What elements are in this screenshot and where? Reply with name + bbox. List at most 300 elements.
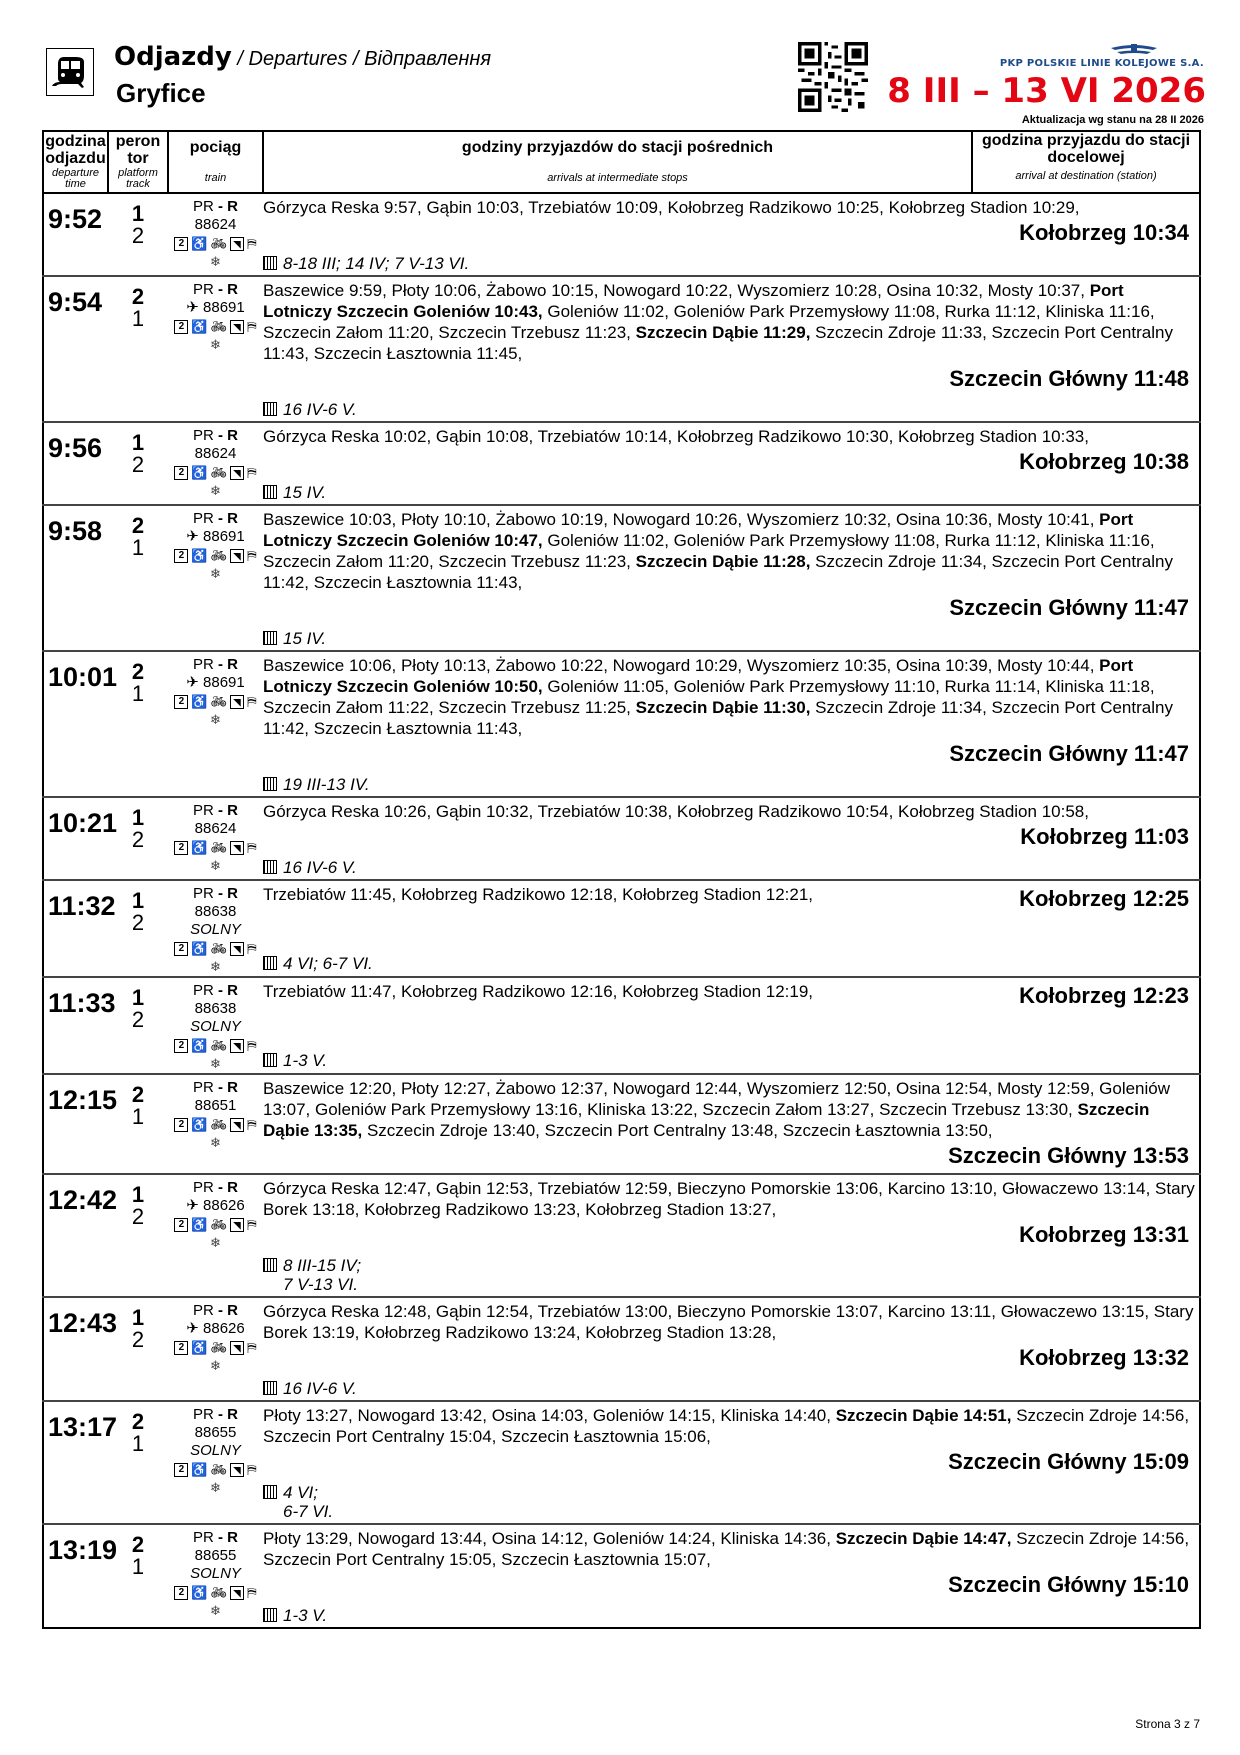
stops-and-destination (263, 884, 1195, 948)
train-category: PR - R (192, 1529, 239, 1546)
stop-segment: Górzyca Reska 9:57, Gąbin 10:03, Trzebiatów 10:09, Kołobrzeg Radzikowo 10:25, Kołobrzeg Stadion 10:29, (263, 198, 1080, 217)
operating-days-text: 15 IV. (283, 629, 327, 648)
snowflake-air-con-icon: ❄ (210, 1135, 221, 1150)
col-stops-en: arrivals at intermediate stops (547, 171, 688, 184)
stops-list (263, 1078, 1195, 1141)
platform-track (108, 1524, 168, 1628)
operating-days-text: 8-18 III; 14 IV; 7 V-13 VI. (283, 254, 470, 273)
platform-number: 1 (131, 1182, 145, 1207)
stop-segment: Baszewice 10:06, Płoty 10:13, Żabowo 10:22, Nowogard 10:29, Wyszomierz 10:35, Osina 10:39, Mosty 10:44, (263, 656, 1100, 675)
class-2-icon: 2 (174, 841, 188, 855)
train-type: R (227, 198, 239, 215)
amenity-icons (168, 838, 263, 857)
col-destination-label: godzina przyjazdu do stacji docelowej (981, 132, 1191, 166)
intermediate-stops (263, 797, 1200, 880)
luggage-icon: ⛿ (247, 1339, 257, 1355)
table-row[interactable] (43, 422, 1200, 505)
track-number: 2 (131, 910, 145, 935)
train-type: R (227, 982, 239, 999)
intermediate-stops (263, 1174, 1200, 1297)
destination-arrival: Kołobrzeg 10:38 (1019, 449, 1189, 474)
table-row[interactable] (43, 1401, 1200, 1524)
train-info (168, 1174, 263, 1297)
stop-segment: Goleniów 11:02, Goleniów Park Przemysłowy 11:08, Rurka 11:12, Kliniska 11:16, Szczecin Załom 11:20, Szczecin Trzebusz 11:23, (263, 531, 1155, 571)
train-info (168, 422, 263, 505)
train-number (168, 216, 263, 234)
platform-number: 1 (131, 430, 145, 455)
stops-and-destination (263, 981, 1195, 1045)
class-2-icon: 2 (174, 1341, 188, 1355)
operating-days-group (283, 1483, 333, 1521)
amenity-icons (168, 1583, 263, 1602)
amenity-icons (168, 1460, 263, 1479)
platform-number: 1 (131, 985, 145, 1010)
col-train-label: pociąg (189, 139, 242, 156)
stop-segment: Szczecin Zdroje 11:34, Szczecin Port Centralny 11:42, Szczecin Łasztownia 11:43, (263, 698, 1173, 738)
stop-segment: Płoty 13:29, Nowogard 13:44, Osina 14:12, Goleniów 14:24, Kliniska 14:36, (263, 1529, 836, 1548)
operating-days-text-2: 6-7 VI. (283, 1502, 334, 1521)
calendar-icon (263, 485, 277, 499)
operating-days-text: 1-3 V. (283, 1051, 328, 1070)
platform-track (108, 797, 168, 880)
operating-days-group (283, 1256, 361, 1294)
destination-arrival: Szczecin Główny 15:09 (948, 1449, 1189, 1474)
stop-segment: Baszewice 9:59, Płoty 10:06, Żabowo 10:15, Nowogard 10:22, Wyszomierz 10:28, Osina 10:32, Mosty 10:37, (263, 281, 1090, 300)
table-row[interactable] (43, 797, 1200, 880)
calendar-icon (263, 956, 277, 970)
carrier-code: PR (192, 802, 214, 819)
col-destination (972, 131, 1200, 193)
plane-icon: ✈ (186, 1320, 204, 1337)
intermediate-stops (263, 1074, 1200, 1174)
train-number (168, 445, 263, 463)
stops-list (263, 197, 1195, 218)
platform-track (108, 651, 168, 797)
train-type: R (227, 1406, 239, 1423)
departure-time: 12:15 (43, 1074, 108, 1174)
col-train-en: train (204, 171, 227, 184)
amenity-icons (168, 692, 263, 711)
stops-and-destination (263, 426, 1195, 477)
departure-time: 11:32 (43, 880, 108, 977)
amenity-icons (168, 463, 263, 482)
train-type: R (227, 802, 239, 819)
calendar-icon (263, 1608, 277, 1622)
table-row[interactable] (43, 505, 1200, 651)
track-number: 2 (131, 1327, 145, 1352)
intermediate-stops (263, 505, 1200, 651)
train-number-value: 88638 (194, 903, 237, 920)
amenity-icons (168, 1215, 263, 1234)
snowflake-air-con-icon: ❄ (210, 959, 221, 974)
destination-arrival: Szczecin Główny 11:48 (949, 366, 1189, 391)
highlighted-stop: Szczecin Dąbie 11:28, (635, 552, 811, 571)
bicycle-icon: 🚲︎ (210, 547, 228, 563)
bicycle-icon: 🚲︎ (210, 235, 228, 251)
operating-days-text: 1-3 V. (283, 1606, 328, 1625)
bicycle-icon: 🚲︎ (210, 940, 228, 956)
operating-days (263, 254, 1195, 273)
calendar-icon (263, 1053, 277, 1067)
luggage-icon: ⛿ (247, 1116, 257, 1132)
train-number (168, 674, 263, 692)
platform-track (108, 1174, 168, 1297)
platform-track (108, 1401, 168, 1524)
intermediate-stops (263, 1524, 1200, 1628)
calendar-icon (263, 256, 277, 270)
operating-days-text: 15 IV. (283, 483, 327, 502)
wifi-icon: ◥ (230, 1218, 244, 1232)
pkp-logo (1000, 42, 1204, 70)
train-type: R (227, 1179, 239, 1196)
col-stops (263, 131, 972, 193)
stop-segment: Szczecin Zdroje 11:33, Szczecin Port Centralny 11:43, Szczecin Łasztownia 11:45, (263, 323, 1173, 363)
plane-icon: ✈ (186, 299, 204, 316)
table-row[interactable] (43, 1174, 1200, 1297)
table-row[interactable] (43, 1074, 1200, 1174)
title-main: Odjazdy (114, 42, 232, 72)
carrier-code: PR (192, 198, 214, 215)
stops-and-destination (263, 1528, 1195, 1600)
train-number-value: 88624 (194, 445, 237, 462)
amenity-icons (168, 1036, 263, 1055)
destination-arrival: Szczecin Główny 11:47 (949, 741, 1189, 766)
stops-list (263, 426, 1195, 447)
bicycle-icon: 🚲︎ (210, 318, 228, 334)
stop-segment: Baszewice 10:03, Płoty 10:10, Żabowo 10:19, Nowogard 10:26, Wyszomierz 10:32, Osina 10:36, Mosty 10:41, (263, 510, 1100, 529)
destination-arrival: Kołobrzeg 10:34 (1019, 220, 1189, 245)
wifi-icon: ◥ (230, 1039, 244, 1053)
carrier-code: PR (192, 1179, 214, 1196)
luggage-icon: ⛿ (247, 318, 257, 334)
train-number-value: 88626 (203, 1320, 245, 1337)
train-info (168, 651, 263, 797)
calendar-icon (263, 631, 277, 645)
train-number-value: 88624 (194, 820, 237, 837)
train-name: SOLNY (190, 921, 241, 938)
highlighted-stop: Port Lotniczy Szczecin Goleniów 10:50, (263, 656, 1134, 696)
stops-and-destination (263, 1078, 1195, 1171)
platform-number: 2 (131, 513, 145, 538)
operating-days (263, 858, 1195, 877)
col-platform-en: platform track (118, 166, 158, 191)
col-platform (108, 131, 168, 193)
intermediate-stops (263, 276, 1200, 422)
table-row[interactable] (43, 977, 1200, 1074)
platform-number: 1 (131, 201, 145, 226)
luggage-icon: ⛿ (247, 693, 257, 709)
wheelchair-icon: ♿ (191, 940, 208, 956)
wifi-icon: ◥ (230, 549, 244, 563)
stops-and-destination (263, 1301, 1195, 1373)
highlighted-stop: Szczecin Dąbie 11:30, (635, 698, 811, 717)
wheelchair-icon: ♿ (191, 1339, 208, 1355)
destination-arrival: Szczecin Główny 15:10 (948, 1572, 1189, 1597)
wheelchair-icon: ♿ (191, 1037, 208, 1053)
stops-list (263, 1178, 1195, 1220)
platform-number: 1 (131, 805, 145, 830)
departure-time: 9:52 (43, 193, 108, 276)
snowflake-air-con-icon: ❄ (210, 1235, 221, 1250)
bicycle-icon: 🚲︎ (210, 1584, 228, 1600)
train-type: R (227, 656, 239, 673)
snowflake-air-con-icon: ❄ (210, 1603, 221, 1618)
table-row[interactable] (43, 1297, 1200, 1401)
train-info (168, 797, 263, 880)
stops-and-destination (263, 1178, 1195, 1250)
operating-days (263, 775, 1195, 794)
table-header (43, 131, 1200, 193)
stop-segment: Goleniów 11:05, Goleniów Park Przemysłowy 11:10, Rurka 11:14, Kliniska 11:18, Szczecin Załom 11:22, Szczecin Trzebusz 11:25, (263, 677, 1155, 717)
qr-code-icon[interactable] (798, 42, 868, 112)
class-2-icon: 2 (174, 466, 188, 480)
track-number: 2 (131, 1204, 145, 1229)
snowflake-air-con-icon: ❄ (210, 254, 221, 269)
train-category: PR - R (192, 885, 239, 902)
stop-segment: Górzyca Reska 12:48, Gąbin 12:54, Trzebiatów 13:00, Bieczyno Pomorskie 13:07, Karcino 13:11, Głowaczewo 13:15, Stary Borek 13:19, Kołobrzeg Radzikowo 13:24, Kołobrzeg Stadion 13:28, (263, 1302, 1194, 1342)
train-info (168, 1401, 263, 1524)
train-number-value: 88691 (203, 528, 245, 545)
amenity-icons (168, 1115, 263, 1134)
platform-number: 1 (131, 1305, 145, 1330)
stops-list (263, 509, 1195, 593)
intermediate-stops (263, 651, 1200, 797)
table-row[interactable] (43, 651, 1200, 797)
track-number: 1 (131, 1104, 145, 1129)
amenity-icons (168, 939, 263, 958)
train-number-value: 88655 (194, 1547, 237, 1564)
stops-and-destination (263, 280, 1195, 394)
carrier-code: PR (192, 1406, 214, 1423)
wheelchair-icon: ♿ (191, 839, 208, 855)
operating-days-text: 16 IV-6 V. (283, 1379, 357, 1398)
wifi-icon: ◥ (230, 1341, 244, 1355)
destination-arrival: Szczecin Główny 11:47 (949, 595, 1189, 620)
calendar-icon (263, 1485, 277, 1499)
page-number: Strona 3 z 7 (1135, 1717, 1200, 1731)
train-category: PR - R (192, 198, 239, 215)
train-number (168, 1197, 263, 1215)
wifi-icon: ◥ (230, 1586, 244, 1600)
operating-days-text: 19 III-13 IV. (283, 775, 370, 794)
station-name: Gryfice (116, 78, 206, 108)
platform-track (108, 1297, 168, 1401)
stops-and-destination (263, 655, 1195, 769)
wifi-icon: ◥ (230, 1463, 244, 1477)
operating-days (263, 483, 1195, 502)
platform-track (108, 1074, 168, 1174)
carrier-code: PR (192, 1302, 214, 1319)
class-2-icon: 2 (174, 1586, 188, 1600)
train-type: R (227, 885, 239, 902)
track-number: 2 (131, 452, 145, 477)
destination-arrival: Kołobrzeg 11:03 (1020, 824, 1189, 849)
snowflake-air-con-icon: ❄ (210, 1480, 221, 1495)
calendar-icon (263, 860, 277, 874)
operating-days (263, 1051, 1195, 1070)
stops-list (263, 280, 1195, 364)
operating-days-text-2: 7 V-13 VI. (283, 1275, 358, 1294)
platform-number: 2 (131, 1532, 145, 1557)
validity-period: 8 III – 13 VI 2026 (887, 71, 1206, 111)
train-info (168, 880, 263, 977)
platform-track (108, 193, 168, 276)
train-info (168, 1524, 263, 1628)
stop-segment: Górzyca Reska 12:47, Gąbin 12:53, Trzebiatów 12:59, Bieczyno Pomorskie 13:06, Karcino 13:10, Głowaczewo 13:14, Stary Borek 13:18, Kołobrzeg Radzikowo 13:23, Kołobrzeg Stadion 13:27, (263, 1179, 1195, 1219)
platform-track (108, 276, 168, 422)
track-number: 2 (131, 1007, 145, 1032)
stop-segment: Szczecin Zdroje 13:40, Szczecin Port Centralny 13:48, Szczecin Łasztownia 13:50, (362, 1121, 993, 1140)
train-category: PR - R (192, 656, 239, 673)
operating-days-text: 4 VI; 6-7 VI. (283, 954, 373, 973)
stop-segment: Goleniów 11:02, Goleniów Park Przemysłowy 11:08, Rurka 11:12, Kliniska 11:16, Szczecin Załom 11:20, Szczecin Trzebusz 11:23, (263, 302, 1155, 342)
departure-time: 10:01 (43, 651, 108, 797)
wifi-icon: ◥ (230, 466, 244, 480)
highlighted-stop: Port Lotniczy Szczecin Goleniów 10:43, (263, 281, 1124, 321)
bicycle-icon: 🚲︎ (210, 464, 228, 480)
snowflake-air-con-icon: ❄ (210, 483, 221, 498)
wheelchair-icon: ♿ (191, 235, 208, 251)
stops-list (263, 981, 1007, 1002)
train-info (168, 1297, 263, 1401)
stop-segment: Górzyca Reska 10:26, Gąbin 10:32, Trzebiatów 10:38, Kołobrzeg Radzikowo 10:54, Kołobrzeg Stadion 10:58, (263, 802, 1089, 821)
train-number (168, 528, 263, 546)
intermediate-stops (263, 880, 1200, 977)
stops-list (263, 1405, 1195, 1447)
amenity-icons (168, 546, 263, 565)
snowflake-air-con-icon: ❄ (210, 1056, 221, 1071)
track-number: 1 (131, 306, 145, 331)
class-2-icon: 2 (174, 1039, 188, 1053)
luggage-icon: ⛿ (247, 1216, 257, 1232)
train-category: PR - R (192, 1302, 239, 1319)
train-number (168, 1320, 263, 1338)
intermediate-stops (263, 1297, 1200, 1401)
page-title (114, 42, 491, 76)
plane-icon: ✈ (186, 674, 204, 691)
calendar-icon (263, 1381, 277, 1395)
bicycle-icon: 🚲︎ (210, 839, 228, 855)
operating-days-text: 16 IV-6 V. (283, 400, 357, 419)
col-platform-label: peron tor (115, 133, 161, 167)
col-stops-label: godziny przyjazdów do stacji pośrednich (461, 139, 774, 156)
table-row[interactable] (43, 880, 1200, 977)
col-departure (43, 131, 108, 193)
bicycle-icon: 🚲︎ (210, 693, 228, 709)
intermediate-stops (263, 1401, 1200, 1524)
class-2-icon: 2 (174, 1218, 188, 1232)
highlighted-stop: Szczecin Dąbie 14:51, (835, 1406, 1012, 1425)
train-category: PR - R (192, 510, 239, 527)
destination-arrival: Kołobrzeg 12:23 (1019, 983, 1189, 1008)
stops-and-destination (263, 197, 1195, 248)
highlighted-stop: Szczecin Dąbie 14:47, (835, 1529, 1012, 1548)
calendar-icon (263, 402, 277, 416)
destination-arrival: Kołobrzeg 13:31 (1019, 1222, 1189, 1247)
platform-track (108, 505, 168, 651)
update-note: Aktualizacja wg stanu na 28 II 2026 (1021, 114, 1204, 126)
page-header (46, 42, 1206, 130)
bicycle-icon: 🚲︎ (210, 1116, 228, 1132)
carrier-code: PR (192, 1529, 214, 1546)
col-train (168, 131, 263, 193)
train-info (168, 276, 263, 422)
wheelchair-icon: ♿ (191, 1216, 208, 1232)
class-2-icon: 2 (174, 320, 188, 334)
luggage-icon: ⛿ (247, 1461, 257, 1477)
stop-segment: Płoty 13:27, Nowogard 13:42, Osina 14:03, Goleniów 14:15, Kliniska 14:40, (263, 1406, 836, 1425)
stops-and-destination (263, 509, 1195, 623)
bicycle-icon: 🚲︎ (210, 1339, 228, 1355)
highlighted-stop: Szczecin Dąbie 13:35, (263, 1100, 1150, 1140)
bicycle-icon: 🚲︎ (210, 1461, 228, 1477)
platform-track (108, 977, 168, 1074)
calendar-icon (263, 1258, 277, 1272)
operating-days (263, 400, 1195, 419)
bicycle-icon: 🚲︎ (210, 1037, 228, 1053)
operating-days-text: 16 IV-6 V. (283, 858, 357, 877)
class-2-icon: 2 (174, 549, 188, 563)
track-number: 1 (131, 1431, 145, 1456)
platform-number: 1 (131, 888, 145, 913)
table-row[interactable] (43, 1524, 1200, 1628)
train-type: R (227, 510, 239, 527)
train-category: PR - R (192, 281, 239, 298)
operating-days-text: 8 III-15 IV; (283, 1256, 362, 1275)
snowflake-air-con-icon: ❄ (210, 858, 221, 873)
luggage-icon: ⛿ (247, 940, 257, 956)
train-number (168, 1000, 263, 1018)
operating-days (263, 1256, 1195, 1294)
train-type: R (227, 427, 239, 444)
class-2-icon: 2 (174, 942, 188, 956)
carrier-code: PR (192, 656, 214, 673)
wheelchair-icon: ♿ (191, 1584, 208, 1600)
wifi-icon: ◥ (230, 841, 244, 855)
table-row[interactable] (43, 276, 1200, 422)
class-2-icon: 2 (174, 1118, 188, 1132)
platform-track (108, 422, 168, 505)
train-number (168, 903, 263, 921)
train-category: PR - R (192, 802, 239, 819)
carrier-code: PR (192, 885, 214, 902)
class-2-icon: 2 (174, 237, 188, 251)
stop-segment: Szczecin Zdroje 14:56, Szczecin Port Centralny 15:04, Szczecin Łasztownia 15:06, (263, 1406, 1190, 1446)
class-2-icon: 2 (174, 1463, 188, 1477)
wifi-icon: ◥ (230, 942, 244, 956)
operating-days (263, 1379, 1195, 1398)
train-name: SOLNY (190, 1442, 241, 1459)
intermediate-stops (263, 977, 1200, 1074)
luggage-icon: ⛿ (247, 1037, 257, 1053)
stops-list (263, 801, 1195, 822)
train-info (168, 193, 263, 276)
train-type: R (227, 281, 239, 298)
stops-list (263, 655, 1195, 739)
train-number-value: 88626 (203, 1197, 245, 1214)
train-category: PR - R (192, 1406, 239, 1423)
departure-time: 12:43 (43, 1297, 108, 1401)
snowflake-air-con-icon: ❄ (210, 566, 221, 581)
col-departure-label: godzina odjazdu (45, 133, 106, 167)
luggage-icon: ⛿ (247, 1584, 257, 1600)
snowflake-air-con-icon: ❄ (210, 712, 221, 727)
train-number-value: 88638 (194, 1000, 237, 1017)
track-number: 2 (131, 223, 145, 248)
operating-days (263, 1606, 1195, 1625)
platform-track (108, 880, 168, 977)
table-row[interactable] (43, 193, 1200, 276)
